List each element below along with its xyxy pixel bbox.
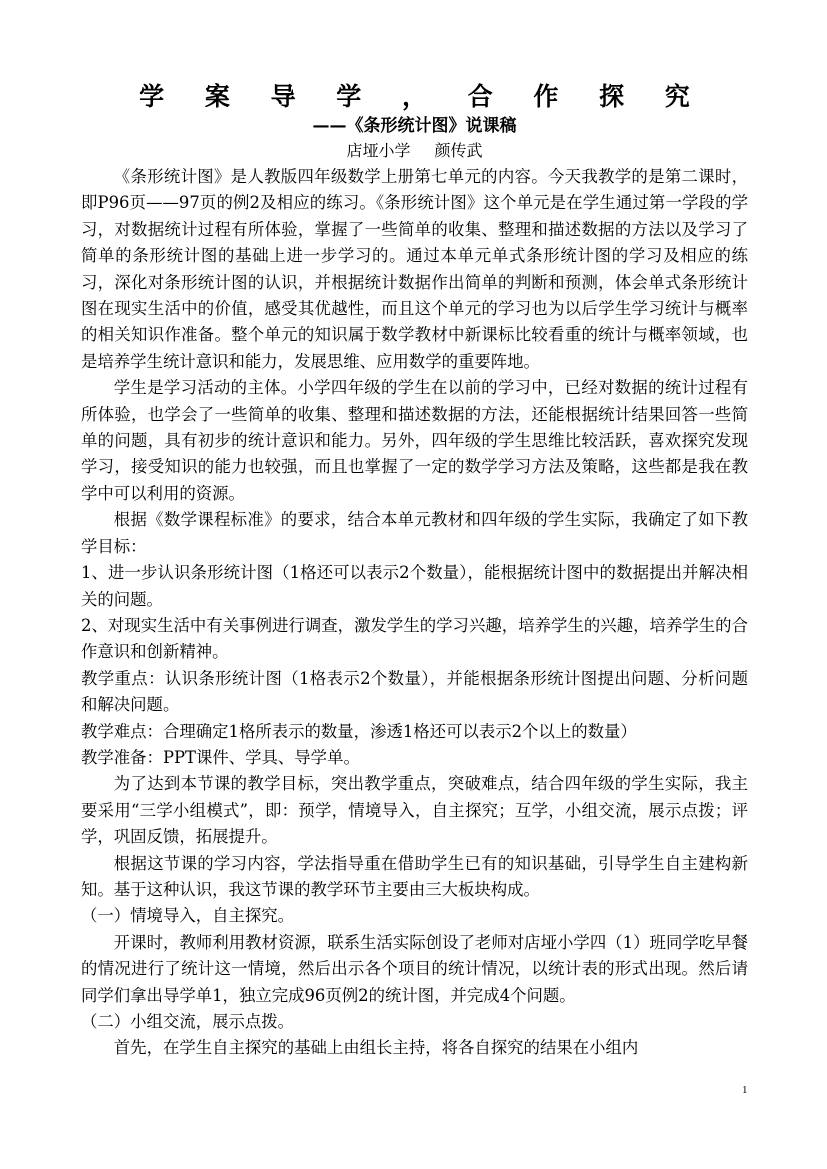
body-paragraph: 首先，在学生自主探究的基础上由组长主持，将各自探究的结果在小组内 — [113, 1038, 639, 1058]
page-number: 1 — [742, 1084, 748, 1096]
document-subtitle: ——《条形统计图》说课稿 — [312, 116, 517, 136]
document-title: 学 案 导 学 ， 合 作 探 究 — [139, 82, 706, 111]
body-paragraph: 教学难点：合理确定1格所表示的数量，渗透1格还可以表示2个以上的数量） — [81, 721, 637, 741]
body-paragraph: 开课时，教师利用教材资源，联系生活实际创设了老师对店垭小学四（1）班同学吃早餐的情况进行了统计这一情境，然后出示各个项目的统计情况，以统计表的形式出现。然后请同学们拿出导学单1，独立完成96页例2的统计图，并完成4个问题。 — [81, 932, 748, 1005]
document-page — [81, 80, 748, 1062]
author-school: 店垭小学 — [346, 141, 411, 160]
body-paragraph: 教学重点：认识条形统计图（1格表示2个数量），并能根据条形统计图提出问题、分析问题和解决问题。 — [81, 668, 748, 715]
body-paragraph: 根据这节课的学习内容，学法指导重在借助学生已有的知识基础，引导学生自主建构新知。基于这种认识，我这节课的教学环节主要由三大板块构成。 — [81, 853, 748, 899]
body-paragraph: （二）小组交流，展示点拨。 — [81, 1012, 295, 1031]
body-paragraph: 根据《数学课程标准》的要求，结合本单元教材和四年级的学生实际，我确定了如下教学目标： — [81, 510, 748, 556]
body-paragraph: 为了达到本节课的教学目标，突出教学重点，突破难点，结合四年级的学生实际，我主要采用“三学小组模式”，即：预学，情境导入，自主探究；互学，小组交流，展示点拨；评学，巩固反馈，拓展提升。 — [81, 774, 748, 847]
author-line — [81, 138, 748, 164]
body-paragraph: 学生是学习活动的主体。小学四年级的学生在以前的学习中，已经对数据的统计过程有所体验，也学会了一些简单的收集、整理和描述数据的方法，还能根据统计结果回答一些简单的问题，具有初步的统计意识和能力。另外，四年级的学生思维比较活跃，喜欢探究发现学习，接受知识的能力也较强，而且也掌握了一定的数学学习方法及策略，这些都是我在教学中可以利用的资源。 — [81, 378, 748, 503]
body-paragraph: （一）情境导入，自主探究。 — [81, 906, 295, 926]
body-paragraph: 1、进一步认识条形统计图（1格还可以表示2个数量），能根据统计图中的数据提出并解决相关的问题。 — [81, 563, 748, 609]
author-name: 颜传武 — [434, 141, 483, 160]
body-paragraph: 教学准备：PPT课件、学具、导学单。 — [81, 747, 360, 767]
document-body — [81, 164, 748, 1062]
body-paragraph: 2、对现实生活中有关事例进行调查，激发学生的学习兴趣，培养学生的兴趣，培养学生的合作意识和创新精神。 — [81, 615, 748, 662]
body-paragraph: 《条形统计图》是人教版四年级数学上册第七单元的内容。今天我教学的是第二课时，即P96页——97页的例2及相应的练习。《条形统计图》这个单元是在学生通过第一学段的学习，对数据统计过程有所体验，掌握了一些简单的收集、整理和描述数据的方法以及学习了简单的条形统计图的基础上进一步学习的。通过本单元单式条形统计图的学习及相应的练习，深化对条形统计图的认识，并根据统计数据作出简单的判断和预测，体会单式条形统计图在现实生活中的价值，感受其优越性，而且这个单元的学习也为以后学生学习统计与概率的相关知识作准备。整个单元的知识属于数学教材中新课标比较看重的统计与概率领域，也是培养学生统计意识和能力，发展思维、应用数学的重要阵地。 — [81, 167, 748, 371]
